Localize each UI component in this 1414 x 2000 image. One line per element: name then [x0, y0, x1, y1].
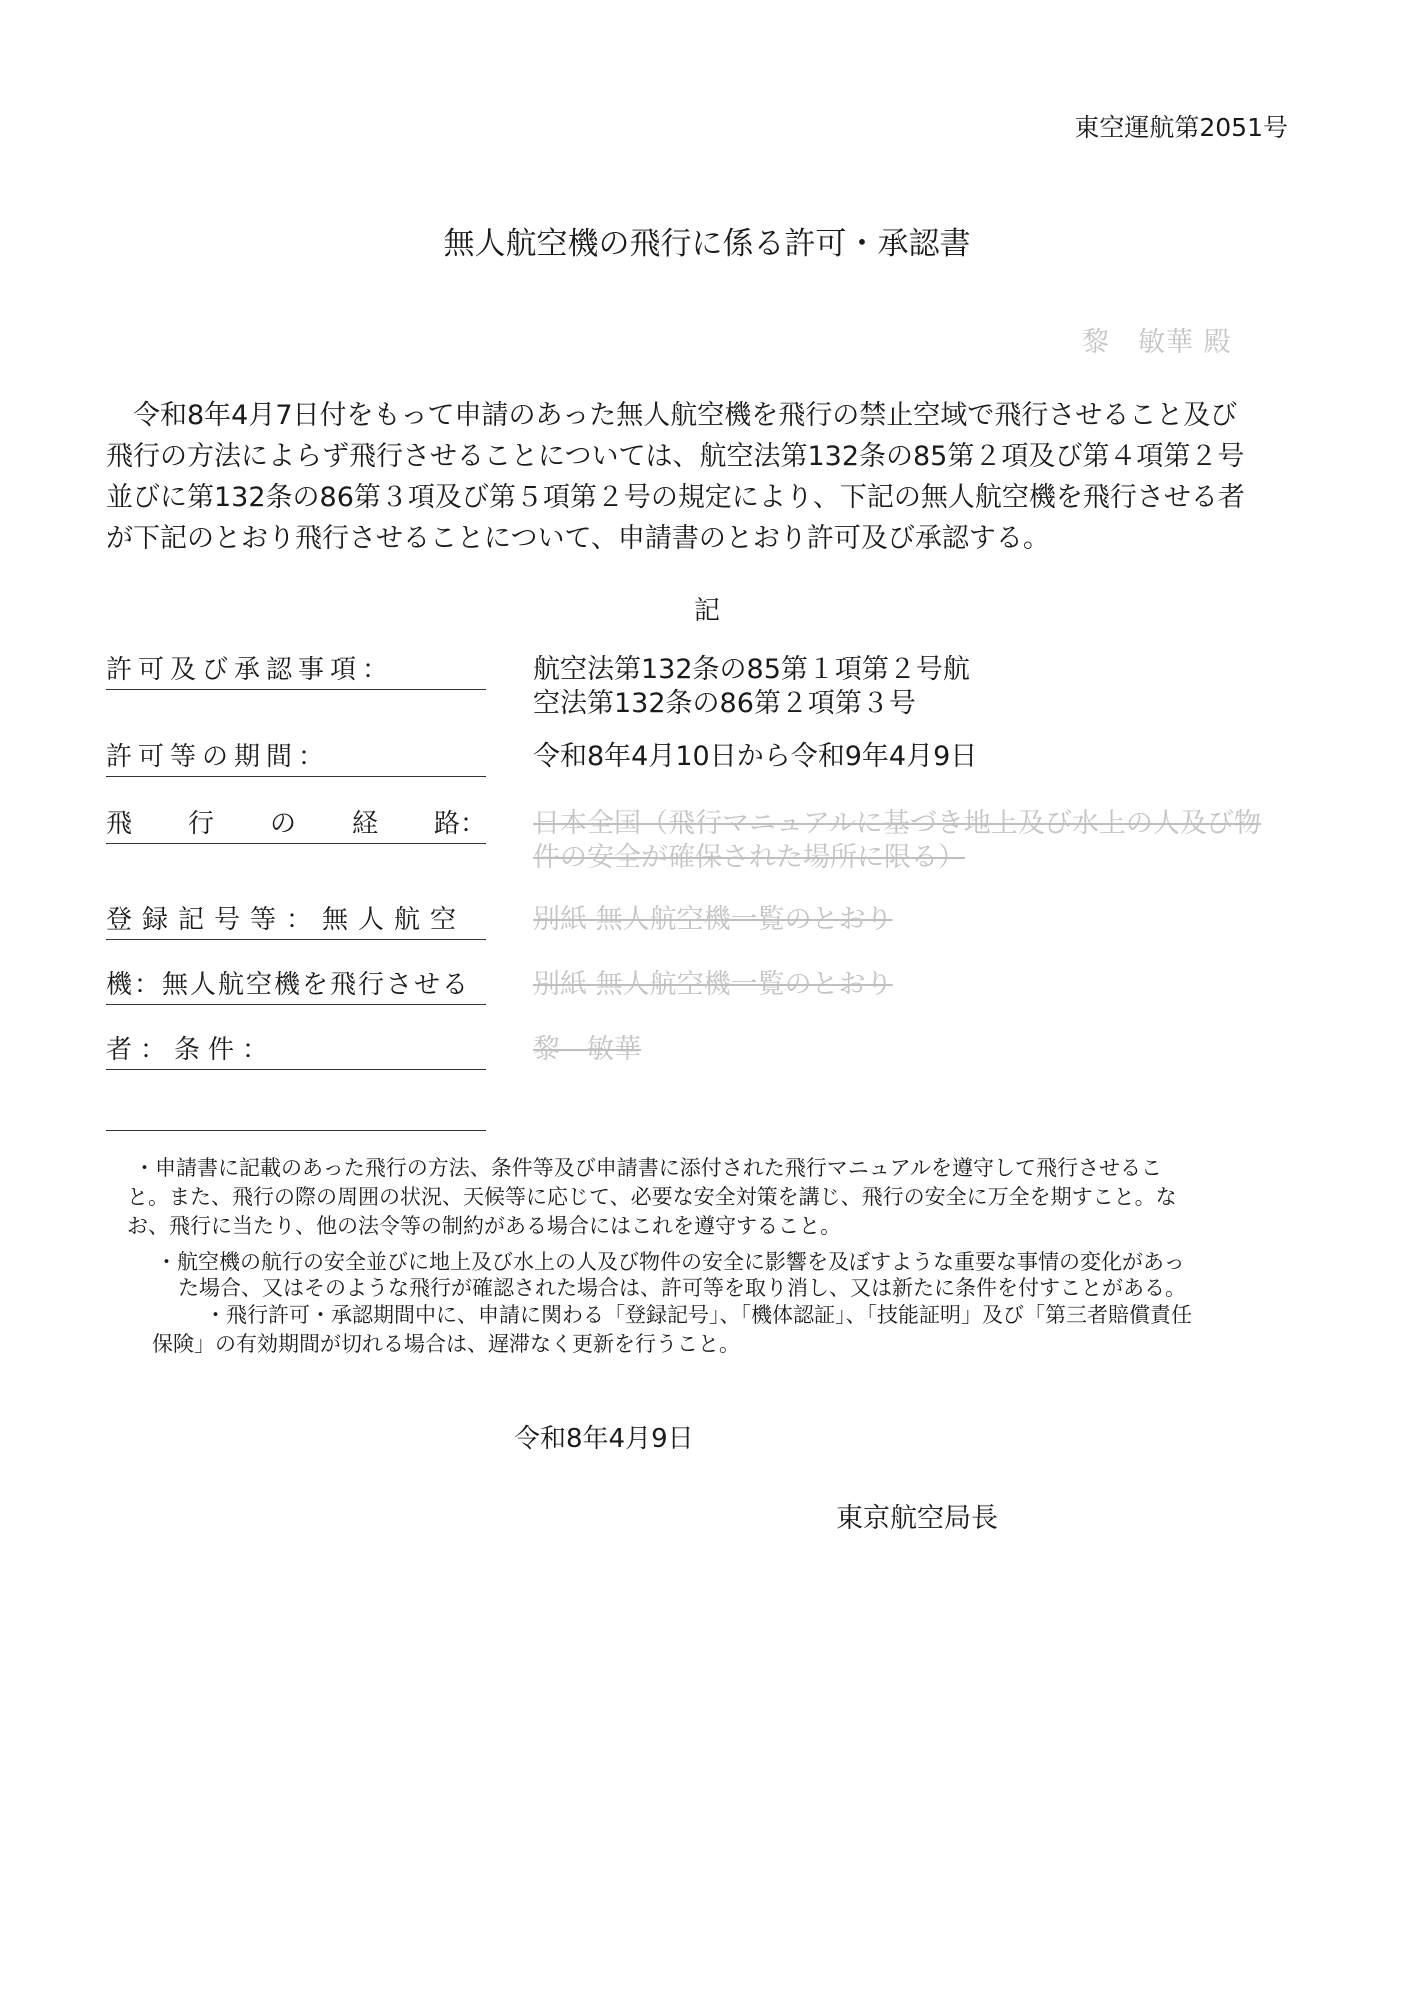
- note-line: ・飛行許可・承認期間中に、申請に関わる「登録記号」、「機体認証」、「技能証明」及び「第三者賠償責任: [205, 1303, 1192, 1327]
- label-conditions: 者：条件：: [106, 1033, 486, 1070]
- value-registration: 別紙 無人航空機一覧のとおり: [533, 904, 893, 935]
- label-flight-route: [106, 807, 486, 844]
- value-conditions: 黎 敏華: [533, 1034, 641, 1065]
- value-line: 日本全国（飛行マニュアルに基づき地上及び水上の人及び物: [533, 808, 1261, 839]
- document-title: 無人航空機の飛行に係る許可・承認書: [443, 226, 971, 262]
- label-permission-period: 許可等の期間：: [106, 740, 486, 777]
- footnote-divider: [106, 1130, 486, 1131]
- note-line: 保険」の有効期間が切れる場合は、遅滞なく更新を行うこと。: [152, 1332, 740, 1356]
- body-paragraph: [106, 395, 1336, 559]
- document-number: 東空運航第2051号: [1074, 113, 1288, 142]
- value-permission-items: [533, 653, 970, 721]
- body-line: 飛行の方法によらず飛行させることについては、航空法第132条の85第２項及び第４項第２号: [106, 441, 1245, 472]
- note-line: お、飛行に当たり、他の法令等の制約がある場合にはこれを遵守すること。: [127, 1214, 841, 1238]
- issue-date: 令和8年4月9日: [514, 1424, 694, 1454]
- label-registration: 登録記号等：無人航空: [106, 903, 486, 940]
- body-line: が下記のとおり飛行させることについて、申請書のとおり許可及び承認する。: [106, 523, 1050, 554]
- label-char: 飛: [106, 809, 133, 839]
- body-line: 並びに第132条の86第３項及び第５項第２号の規定により、下記の無人航空機を飛行させる者: [106, 482, 1245, 513]
- issuer-name: 東京航空局長: [836, 1503, 998, 1534]
- value-flight-route: [533, 807, 1261, 875]
- note-line: ・申請書に記載のあった飛行の方法、条件等及び申請書に添付された飛行マニュアルを遵守して飛行させるこ: [134, 1156, 1162, 1180]
- label-permission-items: 許可及び承認事項：: [106, 653, 486, 690]
- label-char: 路：: [433, 809, 486, 839]
- note-line: と。また、飛行の際の周囲の状況、天候等に応じて、必要な安全対策を講じ、飛行の安全に万全を期すこと。な: [127, 1185, 1177, 1209]
- label-char: 経: [351, 809, 378, 839]
- label-operator: 機：無人航空機を飛行させる: [106, 968, 486, 1005]
- label-char: 行: [187, 809, 214, 839]
- recipient-name: 黎 敏華 殿: [1082, 327, 1232, 358]
- note-line: た場合、又はそのような飛行が確認された場合は、許可等を取り消し、又は新たに条件を付すことがある。: [178, 1276, 1186, 1300]
- value-line: 航空法第132条の85第１項第２号航: [533, 654, 970, 685]
- ki-heading: 記: [693, 596, 720, 626]
- value-operator: 別紙 無人航空機一覧のとおり: [533, 969, 893, 1000]
- body-line: 令和8年4月7日付をもって申請のあった無人航空機を飛行の禁止空域で飛行させること及び: [106, 400, 1238, 431]
- value-line: 空法第132条の86第２項第３号: [533, 688, 916, 719]
- note-line: ・航空機の航行の安全並びに地上及び水上の人及び物件の安全に影響を及ぼすような重要な事情の変化があっ: [156, 1250, 1185, 1274]
- value-permission-period: 令和8年4月10日から令和9年4月9日: [533, 741, 978, 772]
- value-line: 件の安全が確保された場所に限る）: [533, 842, 965, 873]
- label-char: の: [269, 809, 296, 839]
